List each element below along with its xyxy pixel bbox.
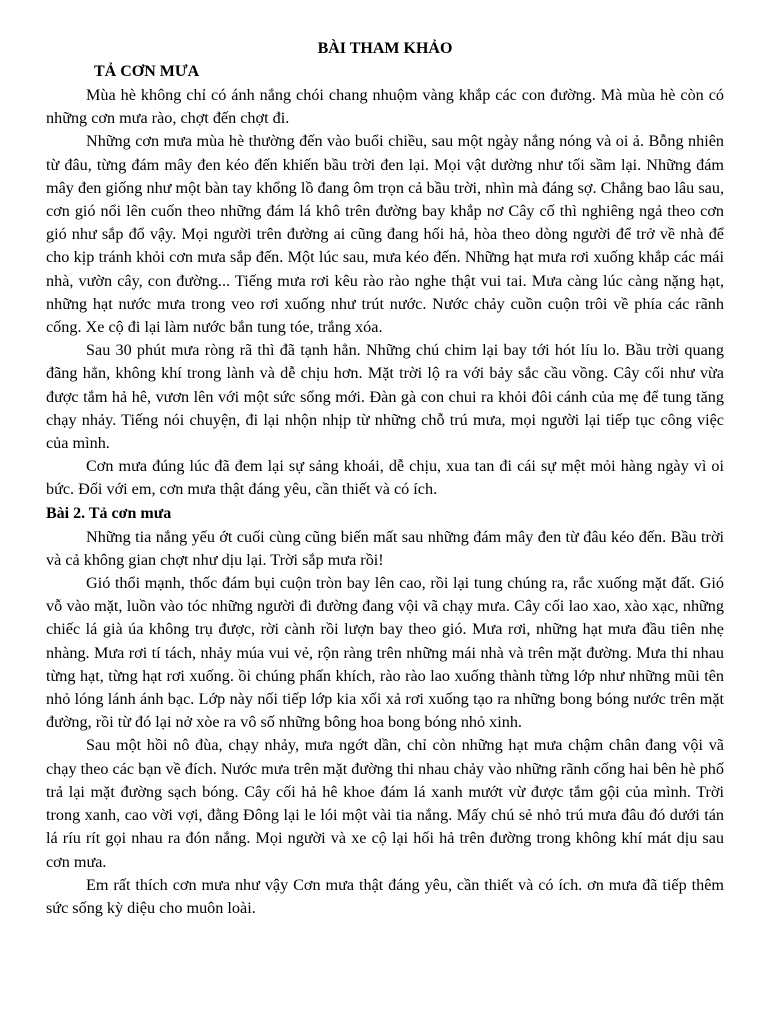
- essay2-paragraph: Em rất thích cơn mưa như vậy Cơn mưa thật đáng yêu, cần thiết và có ích. ơn mưa đã tiếp thêm sức sống kỳ diệu cho muôn loài.: [46, 875, 724, 917]
- essay2-paragraph: Gió thổi mạnh, thốc đám bụi cuộn tròn bay lên cao, rồi lại tung chúng ra, rắc xuống mặt đất. Gió vỗ vào mặt, luồn vào tóc những người đi đường đang vội vã chạy mưa. Cây cối lao xao, xào xạc, những chiếc lá già úa không trụ được, rời cành rồi lượn bay theo gió. Mưa rơi, những hạt mưa đầu tiên nhẹ nhàng. Mưa rơi tí tách, nhảy múa vui vẻ, rộn ràng trên những mái nhà và trên mặt đường. Mưa thi nhau từng hạt, từng hạt rơi xuống. ồi chúng phấn khích, rào rào lao xuống thành từng lớp như những mũi tên nhỏ lóng lánh ánh bạc. Lớp này nối tiếp lớp kia xối xả rơi xuống tạo ra những bong bóng nước trên mặt đường, rồi từ đó lại nở xòe ra vô số những bông hoa bong bóng nhỏ xinh.: [46, 574, 724, 732]
- essay2-body: [46, 526, 724, 920]
- essay1-paragraph: Sau 30 phút mưa ròng rã thì đã tạnh hẳn. Những chú chim lại bay tới hót líu lo. Bầu trời quang đãng hẳn, không khí trong lành và dễ chịu hơn. Mặt trời lộ ra với bảy sắc cầu vồng. Cây cối như vừa được tắm hả hê, vươn lên với một sức sống mới. Đàn gà con chui ra khỏi đôi cánh của mẹ để tung tăng chạy nhảy. Tiếng nói chuyện, đi lại nhộn nhịp từ những chỗ trú mưa, mọi người lại tiếp tục công việc của mình.: [46, 341, 724, 453]
- essay1-paragraph: Cơn mưa đúng lúc đã đem lại sự sảng khoái, dễ chịu, xua tan đi cái sự mệt mỏi hàng ngày vì oi bức. Đối với em, cơn mưa thật đáng yêu, cần thiết và có ích.: [46, 457, 724, 499]
- essay1-title: TẢ CƠN MƯA: [94, 63, 200, 80]
- essay1-paragraph: Những cơn mưa mùa hè thường đến vào buổi chiều, sau một ngày nắng nóng và oi ả. Bỗng nhiên từ đâu, từng đám mây đen kéo đến khiến bầu trời đen lại. Mọi vật dường như tối sầm lại. Những đám mây đen giống như một bàn tay khổng lồ đang ôm trọn cả bầu trời, nhìn mà đáng sợ. Chẳng bao lâu sau, cơn gió nổi lên cuốn theo những đám lá khô trên đường bay khắp nơ Cây cố thì nghiêng ngả theo cơn gió như sắp đổ vậy. Mọi người trên đường ai cũng đang hối hả, hòa theo dòng người để trở về nhà để cho kịp tránh khỏi cơn mưa sắp đến. Một lúc sau, mưa kéo đến. Những hạt mưa rơi xuống khắp các mái nhà, vườn cây, con đường... Tiếng mưa rơi kêu rào rào nghe thật vui tai. Mưa càng lúc càng nặng hạt, những hạt nước mưa trong veo rơi xuống như trút nước. Nước chảy cuồn cuộn trôi về phía các rãnh cống. Xe cộ đi lại làm nước bắn tung tóe, trắng xóa.: [46, 132, 724, 337]
- essay2-title: Bài 2. Tả cơn mưa: [46, 504, 172, 522]
- document-heading: BÀI THAM KHẢO: [317, 40, 453, 57]
- essay2-paragraph: Sau một hồi nô đùa, chạy nhảy, mưa ngớt dần, chỉ còn những hạt mưa chậm chân đang vội vã chạy theo các bạn về đích. Nước mưa trên mặt đường thi nhau chảy vào những rãnh cống hai bên hè phố trả lại mặt đường sạch bóng. Cây cối hả hê khoe đám lá xanh mướt vừ được tắm gội của mình. Trời trong xanh, cao vời vợi, đằng Đông lại le lói một vài tia nắng. Mấy chú sẻ nhỏ trú mưa đâu đó dưới tán lá ríu rít gọi nhau ra đón nắng. Mọi người và xe cộ lại hối hả trên đường trong không khí mát dịu sau cơn mưa.: [46, 736, 724, 871]
- essay1-paragraph: Mùa hè không chỉ có ánh nắng chói chang nhuộm vàng khắp các con đường. Mà mùa hè còn có những cơn mưa rào, chợt đến chợt đi.: [46, 86, 724, 128]
- essay2-paragraph: Những tia nắng yếu ớt cuối cùng cũng biến mất sau những đám mây đen từ đâu kéo đến. Bầu trời và cả không gian chợt như dịu lại. Trời sắp mưa rồi!: [46, 527, 724, 569]
- essay1-body: [46, 84, 724, 502]
